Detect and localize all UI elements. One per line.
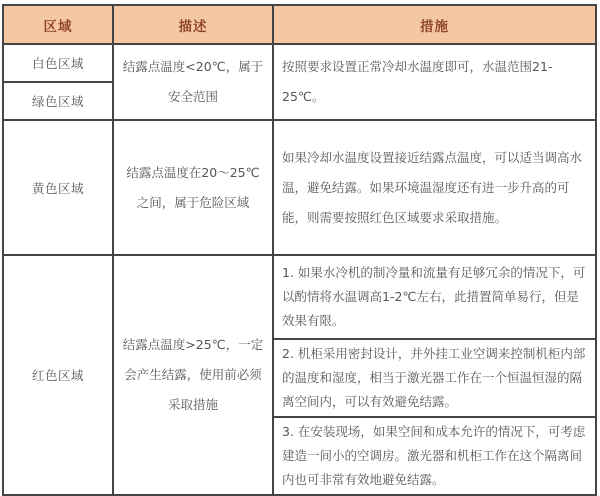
column-header-measures: 措施 [273, 5, 596, 44]
description-cell-safe: 结露点温度<20℃，属于安全范围 [113, 44, 273, 120]
column-header-description: 描述 [113, 5, 273, 44]
zone-cell-red: 红色区域 [3, 255, 113, 495]
table-header-row [3, 5, 596, 44]
measures-cell-red-3: 3. 在安装现场，如果空间和成本允许的情况下，可考虑建造一间小的空调房。激光器和机柜工作在这个隔离间内也可非常有效地避免结露。 [273, 417, 596, 495]
zone-cell-green: 绿色区域 [3, 82, 113, 120]
table-row [3, 255, 596, 339]
measures-cell-red-2: 2. 机柜采用密封设计，并外挂工业空调来控制机柜内部的温度和湿度，相当于激光器工作在一个恒温恒湿的隔离空间内，可以有效避免结露。 [273, 339, 596, 417]
measures-cell-danger: 如果冷却水温度设置接近结露点温度，可以适当调高水温，避免结露。如果环境温湿度还有进一步升高的可能，则需要按照红色区域要求采取措施。 [273, 120, 596, 255]
description-cell-danger: 结露点温度在20～25℃之间，属于危险区域 [113, 120, 273, 255]
measures-cell-red-1: 1. 如果水冷机的制冷量和流量有足够冗余的情况下，可以酌情将水温调高1-2℃左右，此措置简单易行，但是效果有限。 [273, 255, 596, 339]
zone-cell-white: 白色区域 [3, 44, 113, 82]
zone-cell-yellow: 黄色区域 [3, 120, 113, 255]
description-cell-red: 结露点温度>25℃，一定会产生结露，使用前必须采取措施 [113, 255, 273, 495]
dew-point-zone-table [2, 4, 597, 496]
column-header-zone: 区域 [3, 5, 113, 44]
table-row [3, 120, 596, 255]
measures-cell-safe: 按照要求设置正常冷却水温度即可，水温范围21-25℃。 [273, 44, 596, 120]
table-row [3, 44, 596, 82]
